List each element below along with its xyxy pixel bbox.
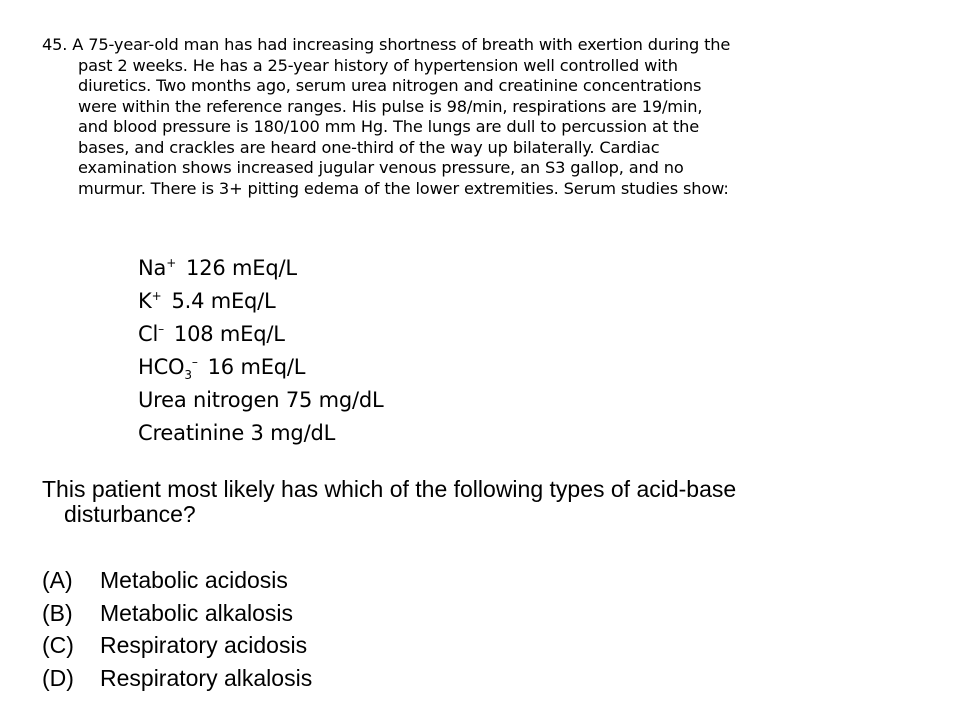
stem-line: 45. A 75-year-old man has had increasing shortness of breath with exertion during the (42, 35, 731, 54)
choice-d[interactable] (42, 662, 312, 695)
question-prompt (42, 477, 922, 527)
lab-bicarbonate (138, 351, 384, 384)
lab-charge: + (166, 256, 177, 270)
choice-text: Metabolic alkalosis (100, 599, 294, 626)
stem-line: past 2 weeks. He has a 25-year history of hypertension well controlled with (78, 55, 678, 75)
lab-value: 16 mEq/L (207, 355, 306, 379)
choice-letter: (A) (42, 567, 73, 593)
stem-line: and blood pressure is 180/100 mm Hg. The lungs are dull to percussion at the (78, 117, 700, 136)
choice-letter: (D) (42, 664, 74, 691)
choice-b[interactable] (42, 597, 312, 630)
lab-sodium (138, 252, 384, 285)
lab-name: K (138, 289, 152, 313)
lab-potassium (138, 285, 384, 318)
lab-value: 126 mEq/L (186, 256, 297, 280)
lab-charge: + (151, 289, 162, 303)
choice-text: Respiratory acidosis (100, 632, 308, 658)
lab-charge: – (191, 355, 198, 369)
lab-name: HCO (138, 355, 185, 379)
stem-line: diuretics. Two months ago, serum urea nitrogen and creatinine concentrations (78, 76, 702, 95)
choice-letter: (B) (42, 599, 73, 626)
stem-line: bases, and crackles are heard one-third of the way up bilaterally. Cardiac (78, 137, 660, 157)
stem-line: were within the reference ranges. His pulse is 98/min, respirations are 19/min, (78, 96, 703, 116)
lab-name: Cl (138, 322, 159, 346)
choice-letter: (C) (42, 632, 74, 658)
choice-text: Respiratory alkalosis (100, 664, 313, 691)
lab-results (138, 252, 384, 450)
lab-urea-nitrogen: Urea nitrogen 75 mg/dL (138, 388, 384, 412)
stem-line: examination shows increased jugular venous pressure, an S3 gallop, and no (78, 158, 684, 177)
lab-charge: – (158, 322, 164, 336)
lab-name: Na (138, 256, 167, 280)
prompt-line: disturbance? (64, 501, 196, 527)
question-stem (42, 35, 922, 199)
stem-line: murmur. There is 3+ pitting edema of the lower extremities. Serum studies show: (78, 178, 729, 198)
answer-choices (42, 564, 312, 694)
choice-c[interactable] (42, 629, 312, 662)
lab-subscript: 3 (184, 368, 192, 383)
lab-chloride (138, 318, 384, 351)
lab-value: 108 mEq/L (173, 322, 285, 346)
lab-value: 5.4 mEq/L (171, 289, 276, 313)
lab-creatinine: Creatinine 3 mg/dL (138, 421, 336, 445)
choice-a[interactable] (42, 564, 312, 597)
choice-text: Metabolic acidosis (100, 567, 288, 593)
prompt-line: This patient most likely has which of the following types of acid-base (42, 476, 737, 502)
